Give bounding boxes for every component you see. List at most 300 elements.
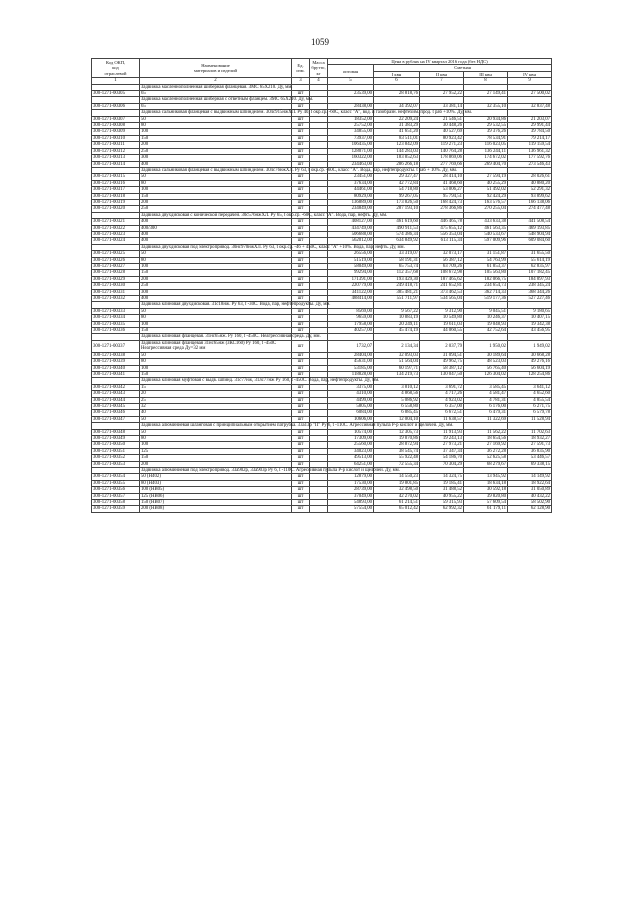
item-name: 250 [140, 206, 292, 212]
item-code: 300-1271-00333 [92, 308, 140, 314]
price-q4: 27 591,73 [508, 442, 552, 448]
price-q1: 9 567,22 [374, 308, 420, 314]
item-unit: шт [292, 328, 310, 334]
price-q2: 187 465,62 [420, 276, 464, 282]
item-name: Задвижка клиновая фланцевая 31нс65нж (ЗКС160) Ру 160, t -450С Неагрессивная среда Ду=32 мм [140, 340, 292, 352]
item-name: 300 [140, 155, 292, 161]
price-q1: 32 093,03 [374, 352, 420, 358]
price-q2: 27 973,21 [420, 442, 464, 448]
price-q2: 4 923,02 [420, 397, 464, 403]
item-name: 50 [140, 352, 292, 358]
item-code: 300-1271-00336 [92, 328, 140, 334]
price-q4: 93 899,62 [508, 193, 552, 199]
price-q2: 40 955,22 [420, 493, 464, 499]
item-name: 200 [140, 461, 292, 467]
price-q1: 193 429,30 [374, 276, 420, 282]
price-q1: 38 545,74 [374, 448, 420, 454]
item-unit: шт [292, 455, 310, 461]
table-row [92, 506, 552, 512]
price-q3: 4 781,31 [464, 397, 508, 403]
item-name: 150 [140, 328, 292, 334]
price-q1: 72 555,34 [374, 461, 420, 467]
item-unit: шт [292, 289, 310, 295]
header-name: Наименование материалов и изделий [140, 59, 292, 78]
price-q2: 475 655,12 [420, 225, 464, 231]
item-unit: шт [292, 231, 310, 237]
price-q4: 11 528,94 [508, 416, 552, 422]
item-mass [310, 506, 328, 512]
item-unit: шт [292, 238, 310, 244]
price-q4: 31 050,89 [508, 487, 552, 493]
item-name: 100 [140, 264, 292, 270]
item-name: 40 [140, 410, 292, 416]
price-q3: 56 765,40 [464, 365, 508, 371]
base-price: 136889,00 [328, 199, 374, 205]
item-name: 400 [140, 161, 292, 167]
price-q2: 10 549,80 [420, 315, 464, 321]
price-q4: 39 784,50 [508, 129, 552, 135]
price-q3: 68 279,67 [464, 461, 508, 467]
price-q1: 4 868,56 [374, 391, 420, 397]
price-q3: 29 532,55 [464, 123, 508, 129]
price-q3: 6 176,00 [464, 403, 508, 409]
section-title: Задвижка алюминиевая шланговая с принципиальным открытием патрубка. 33а13р "П" Ру 6, t -110С. Агрессивная пульпа Р-р кислот и щелочей. Ду, мм. [141, 423, 454, 429]
price-q2: 40 527,69 [420, 129, 464, 135]
price-q4: 274 477,48 [508, 206, 552, 212]
price-q4: 9 180,65 [508, 308, 552, 314]
item-unit: шт [292, 340, 310, 352]
price-q1: 58 191,31 [374, 257, 420, 263]
item-code: 300-1271-00325 [92, 251, 140, 257]
section-title: Задвижка двухдисковая с конической передачей. 30с576нжХЛ. Ру 65, t окр.ср. -60С, класс "А". Вода, пар, нефть. Ду, мм. [141, 212, 388, 218]
price-q3: 10 246,37 [464, 315, 508, 321]
item-code: 300-1271-00319 [92, 199, 140, 205]
price-q2: 95 794,51 [420, 193, 464, 199]
base-price: 64251,00 [328, 461, 374, 467]
item-code: 300-1271-00320 [92, 206, 140, 212]
price-q2: 32 073,17 [420, 251, 464, 257]
price-q4: 79 214,17 [508, 135, 552, 141]
base-price: 506688,00 [328, 231, 374, 237]
item-name: 400 [140, 231, 292, 237]
section-title: Задвижка клиновая двухдисковая. 31с18нж. Ру 63, t -30С. Вода, пар, нефтепродукты. Ду, мм. [141, 302, 331, 308]
header-price-title: Цена в рублях на IV квартал 2016 года (без НДС) [328, 59, 552, 65]
item-name: 150 [140, 455, 292, 461]
item-code: 300-1271-00358 [92, 500, 140, 506]
base-price: 118828,00 [328, 371, 374, 377]
price-q1: 6 885,45 [374, 410, 420, 416]
price-q4: 52 291,32 [508, 187, 552, 193]
price-q4: 441 508,54 [508, 219, 552, 225]
item-name: 100 [140, 321, 292, 327]
price-q3: 39 376,26 [464, 129, 508, 135]
item-unit: шт [292, 487, 310, 493]
base-price: 4310,00 [328, 391, 374, 397]
section-title: Задвижка двухдисковая под электропривод. 30нс970нжХЛ. Ру 63, t окр.ср. -46 + 450С, класс "А" +10%. Вода, пар, нефть. Ду, мм. [141, 244, 405, 250]
price-q3: 540 533,67 [464, 231, 508, 237]
base-price: 26556,00 [328, 251, 374, 257]
price-q3: 270 255,04 [464, 206, 508, 212]
item-name: 200 [140, 199, 292, 205]
price-q1: 144 283,03 [374, 148, 420, 154]
section-title: Задвижка масленнополненная шиберная с ответным фланцем. ЗМС 65Х210. Ду, мм. [141, 97, 314, 103]
price-q2: 556 353,04 [420, 231, 464, 237]
price-q3: 20 934,86 [464, 116, 508, 122]
price-q3: 61 179,11 [464, 506, 508, 512]
item-code: 300-1271-00347 [92, 416, 140, 422]
base-price: 58049,00 [328, 264, 374, 270]
base-price: 10574,00 [328, 429, 374, 435]
item-code: 300-1271-00344 [92, 397, 140, 403]
price-q3: 40 255,29 [464, 180, 508, 186]
item-code: 300-1271-00327 [92, 264, 140, 270]
price-q4: 4 652,60 [508, 391, 552, 397]
item-name: 150 [140, 371, 292, 377]
price-q3: 269 404,70 [464, 161, 508, 167]
base-price: 17309,00 [328, 435, 374, 441]
price-q4: 56 604,19 [508, 365, 552, 371]
item-code: 300-1271-00306 [92, 103, 140, 109]
item-unit: шт [292, 270, 310, 276]
price-q1: 45 474,19 [374, 328, 420, 334]
item-name: 50 [140, 416, 292, 422]
price-q2: 62 992,32 [420, 506, 464, 512]
base-price: 12879,00 [328, 474, 374, 480]
item-unit: шт [292, 225, 310, 231]
price-q3: 519 177,36 [464, 296, 508, 302]
price-q3: 48 523,03 [464, 359, 508, 365]
section-title: Задвижка клиновая фланцевая. 31нс65нж. Ру 160, t -450С. Неагрессивная среда. Ду, мм. [141, 334, 321, 340]
item-code: 300-1271-00335 [92, 321, 140, 327]
price-q1: 41 651,20 [374, 129, 420, 135]
header-q4: IV квн [508, 71, 552, 77]
price-q2: 613 115,34 [420, 238, 464, 244]
item-name: 100 (НВ05) [140, 487, 292, 493]
item-unit: шт [292, 135, 310, 141]
item-unit: шт [292, 365, 310, 371]
price-q3: 1 950,02 [464, 340, 508, 352]
base-price: 4499,00 [328, 397, 374, 403]
price-q2: 27 952,22 [420, 91, 464, 97]
base-price: 8569,00 [328, 308, 374, 314]
price-q4: 62 835,97 [508, 264, 552, 270]
price-q3: 174 672,02 [464, 155, 508, 161]
item-unit: шт [292, 180, 310, 186]
item-code: 300-1271-00310 [92, 135, 140, 141]
item-code: 300-1271-00323 [92, 231, 140, 237]
item-code: 300-1271-00305 [92, 91, 140, 97]
item-code: 300-1271-00346 [92, 410, 140, 416]
item-unit: шт [292, 448, 310, 454]
base-price: 25560,00 [328, 442, 374, 448]
item-code: 300-1271-00318 [92, 193, 140, 199]
price-q1: 31 383,29 [374, 123, 420, 129]
price-q4: 29 991,44 [508, 123, 552, 129]
item-name: 65 [140, 103, 292, 109]
price-q3: 18 654,56 [464, 435, 508, 441]
item-unit: шт [292, 276, 310, 282]
base-price: 37634,00 [328, 180, 374, 186]
item-code: 300-1271-00313 [92, 155, 140, 161]
price-q1: 83 511,01 [374, 135, 420, 141]
item-name: 100 [140, 365, 292, 371]
header-estimate-price: Сметная [374, 65, 552, 71]
price-q4: 1 949,02 [508, 340, 552, 352]
price-q2: 44 060,55 [420, 328, 464, 334]
item-mass [310, 340, 328, 352]
price-q1: 287 193,10 [374, 206, 420, 212]
base-price: 434749,00 [328, 225, 374, 231]
price-q4: 32 837,48 [508, 103, 552, 109]
price-q4: 184 897,93 [508, 276, 552, 282]
price-q2: 14 324,75 [420, 474, 464, 480]
base-price: 28739,00 [328, 487, 374, 493]
price-q3: 234 654,73 [464, 283, 508, 289]
price-q3: 30 189,64 [464, 352, 508, 358]
base-price: 28438,00 [328, 103, 374, 109]
price-q1: 29 327,47 [374, 174, 420, 180]
section-title: Задвижка масленнополненная шиберная фланцевая. ЗМС 65Х210. Ду, мм. [141, 84, 293, 90]
price-q1: 28 872,94 [374, 442, 420, 448]
price-q1: 490 911,53 [374, 225, 420, 231]
item-code: 300-1271-00345 [92, 403, 140, 409]
price-q3: 78 534,91 [464, 135, 508, 141]
item-unit: шт [292, 296, 310, 302]
price-q4: 27 500,02 [508, 91, 552, 97]
item-unit: шт [292, 410, 310, 416]
price-q3: 9 045,51 [464, 308, 508, 314]
item-unit: шт [292, 193, 310, 199]
price-q2: 19 185,41 [420, 480, 464, 486]
base-price: 488414,00 [328, 296, 374, 302]
price-q4: 3 641,12 [508, 384, 552, 390]
item-code: 300-1271-00353 [92, 461, 140, 467]
item-code: 300-1271-00312 [92, 148, 140, 154]
base-price: 17958,00 [328, 321, 374, 327]
item-name: 150 (НВ07) [140, 500, 292, 506]
price-q3: 6 479,31 [464, 410, 508, 416]
item-name: 65 [140, 91, 292, 97]
price-q1: 183 852,63 [374, 155, 420, 161]
item-name: 25 [140, 397, 292, 403]
item-unit: шт [292, 315, 310, 321]
price-q3: 92 424,29 [464, 193, 508, 199]
price-q1: 551 711,97 [374, 296, 420, 302]
price-q4: 43 456,95 [508, 328, 552, 334]
price-q2: 534 565,04 [420, 296, 464, 302]
price-q2: 58 387,12 [420, 365, 464, 371]
price-q2: 53 006,27 [420, 187, 464, 193]
header-q2: II квн [420, 71, 464, 77]
price-q1: 6 558,80 [374, 403, 420, 409]
price-q2: 119 271,23 [420, 142, 464, 148]
base-price: 54893,00 [328, 500, 374, 506]
price-q3: 61 853,37 [464, 264, 508, 270]
price-q3: 54 763,99 [464, 257, 508, 263]
base-price: 9659,00 [328, 315, 374, 321]
base-price: 5805,00 [328, 403, 374, 409]
item-code: 300-1271-00331 [92, 289, 140, 295]
item-unit: шт [292, 416, 310, 422]
price-q3: 163 576,57 [464, 199, 508, 205]
price-q4: 40 432,22 [508, 493, 552, 499]
item-code: 300-1271-00328 [92, 270, 140, 276]
price-q1: 134 219,73 [374, 371, 420, 377]
base-price: 562012,00 [328, 238, 374, 244]
price-q3: 52 625,58 [464, 455, 508, 461]
price-q1: 32 498,50 [374, 487, 420, 493]
base-price: 1732,07 [328, 340, 374, 352]
item-code: 300-1271-00321 [92, 219, 140, 225]
price-q2: 11 913,93 [420, 429, 464, 435]
item-unit: шт [292, 251, 310, 257]
item-name: 300 [140, 289, 292, 295]
price-q3: 182 066,75 [464, 276, 508, 282]
price-q3: 4 581,47 [464, 391, 508, 397]
price-q2: 241 652,81 [420, 283, 464, 289]
item-name: 100 [140, 129, 292, 135]
price-q1: 112 357,68 [374, 270, 420, 276]
price-q2: 21 546,51 [420, 116, 464, 122]
price-q4: 62 128,90 [508, 506, 552, 512]
price-q2: 130 047,50 [420, 371, 464, 377]
price-q2: 108 672,98 [420, 270, 464, 276]
price-q1: 22 209,24 [374, 116, 420, 122]
item-code: 300-1271-00357 [92, 493, 140, 499]
price-q3: 51 492,02 [464, 187, 508, 193]
base-price: 53185,00 [328, 365, 374, 371]
price-q3: 18 634,18 [464, 480, 508, 486]
price-q2: 59 315,93 [420, 500, 464, 506]
price-q3: 32 355,10 [464, 103, 508, 109]
item-code: 300-1271-00354 [92, 474, 140, 480]
base-price: 128071,00 [328, 148, 374, 154]
price-q1: 3 810,12 [374, 384, 420, 390]
page-number: 1059 [311, 37, 329, 47]
item-name: 50 (Н402) [140, 474, 292, 480]
base-price: 34855,00 [328, 129, 374, 135]
price-q4: 31 655,50 [508, 251, 552, 257]
header-q1: I квн [374, 71, 420, 77]
price-q2: 178 869,06 [420, 155, 464, 161]
price-q2: 6 672,51 [420, 410, 464, 416]
base-price: 34023,00 [328, 448, 374, 454]
item-unit: шт [292, 474, 310, 480]
item-name: 80 [140, 123, 292, 129]
price-q1: 34 392,07 [374, 103, 420, 109]
item-name: 200 [140, 142, 292, 148]
item-code: 300-1271-00343 [92, 391, 140, 397]
base-price: 25752,00 [328, 123, 374, 129]
item-code: 300-1271-00315 [92, 174, 140, 180]
base-price: 23539,00 [328, 91, 374, 97]
header-base-price: оптовая [328, 65, 374, 78]
header-unit: Ед. изм. [292, 59, 310, 78]
item-unit: шт [292, 371, 310, 377]
price-q3: 597 009,96 [464, 238, 508, 244]
price-q1: 20 249,11 [374, 321, 420, 327]
price-q3: 105 563,80 [464, 270, 508, 276]
item-unit: шт [292, 264, 310, 270]
item-unit: шт [292, 384, 310, 390]
item-unit: шт [292, 397, 310, 403]
price-q1: 2 134,34 [374, 340, 420, 352]
item-name: 200 [140, 276, 292, 282]
base-price: 73937,00 [328, 135, 374, 141]
item-name: 150 [140, 135, 292, 141]
price-q2: 28 414,10 [420, 174, 464, 180]
price-q4: 107 182,45 [508, 270, 552, 276]
base-price: 23451,00 [328, 174, 374, 180]
item-unit: шт [292, 116, 310, 122]
price-q3: 13 945,92 [464, 474, 508, 480]
item-code: 300-1271-00355 [92, 480, 140, 486]
item-code: 300-1271-00309 [92, 129, 140, 135]
item-name: 150 [140, 193, 292, 199]
item-code: 300-1271-00352 [92, 455, 140, 461]
price-q2: 33 381,14 [420, 103, 464, 109]
price-q3: 27 169,92 [464, 442, 508, 448]
item-name: 250 [140, 283, 292, 289]
price-q3: 136 244,11 [464, 148, 508, 154]
price-q4: 14 149,92 [508, 474, 552, 480]
price-q4: 527 227,46 [508, 296, 552, 302]
price-q1: 634 849,92 [374, 238, 420, 244]
price-q3: 433 633,38 [464, 219, 508, 225]
price-q4: 58 502,90 [508, 500, 552, 506]
price-q2: 140 764,28 [420, 148, 464, 154]
price-q2: 6 357,00 [420, 403, 464, 409]
item-code: 300-1271-00351 [92, 448, 140, 454]
price-q4: 166 138,06 [508, 199, 552, 205]
item-name: 50 [140, 308, 292, 314]
section-title: Задвижка сальниковая фланцевая с выдвижным шпинделем. 30лс76нжХЛ. Ру 63, t окр.ср. -60С, класс "А". Вода, пар, нефтепродукты. t раб + 10%. Ду, мм. [141, 167, 458, 173]
item-name: 400 [140, 219, 292, 225]
base-price: 10606,00 [328, 416, 374, 422]
item-unit: шт [292, 321, 310, 327]
item-code: 300-1271-00341 [92, 371, 140, 377]
item-name: 250 [140, 148, 292, 154]
price-q2: 168 424,73 [420, 199, 464, 205]
price-q1: 19 870,86 [374, 435, 420, 441]
base-price: 234463,00 [328, 161, 374, 167]
item-unit: шт [292, 352, 310, 358]
price-q2: 80 923,42 [420, 135, 464, 141]
price-q4: 28 026,61 [508, 174, 552, 180]
price-q2: 11 638,57 [420, 416, 464, 422]
price-q1: 54 718,80 [374, 187, 420, 193]
price-q1: 12 004,10 [374, 416, 420, 422]
item-code: 300-1271-00339 [92, 359, 140, 365]
header-q3: III квн [464, 71, 508, 77]
price-q1: 60 197,71 [374, 365, 420, 371]
price-q2: 2 037,79 [420, 340, 464, 352]
base-price: 44461,00 [328, 187, 374, 193]
price-q3: 31 151,87 [464, 251, 508, 257]
price-q2: 37 347,34 [420, 448, 464, 454]
item-name: 50 [140, 251, 292, 257]
item-unit: шт [292, 103, 310, 109]
price-q3: 30 592,18 [464, 487, 508, 493]
price-q3: 19 048,93 [464, 321, 508, 327]
price-q4: 136 961,32 [508, 148, 552, 154]
item-code: 300-1271-00334 [92, 315, 140, 321]
item-name: 100 [140, 442, 292, 448]
price-q4: 40 880,20 [508, 180, 552, 186]
price-q1: 10 883,19 [374, 315, 420, 321]
price-q4: 6 271,75 [508, 403, 552, 409]
price-q4: 69 338,15 [508, 461, 552, 467]
